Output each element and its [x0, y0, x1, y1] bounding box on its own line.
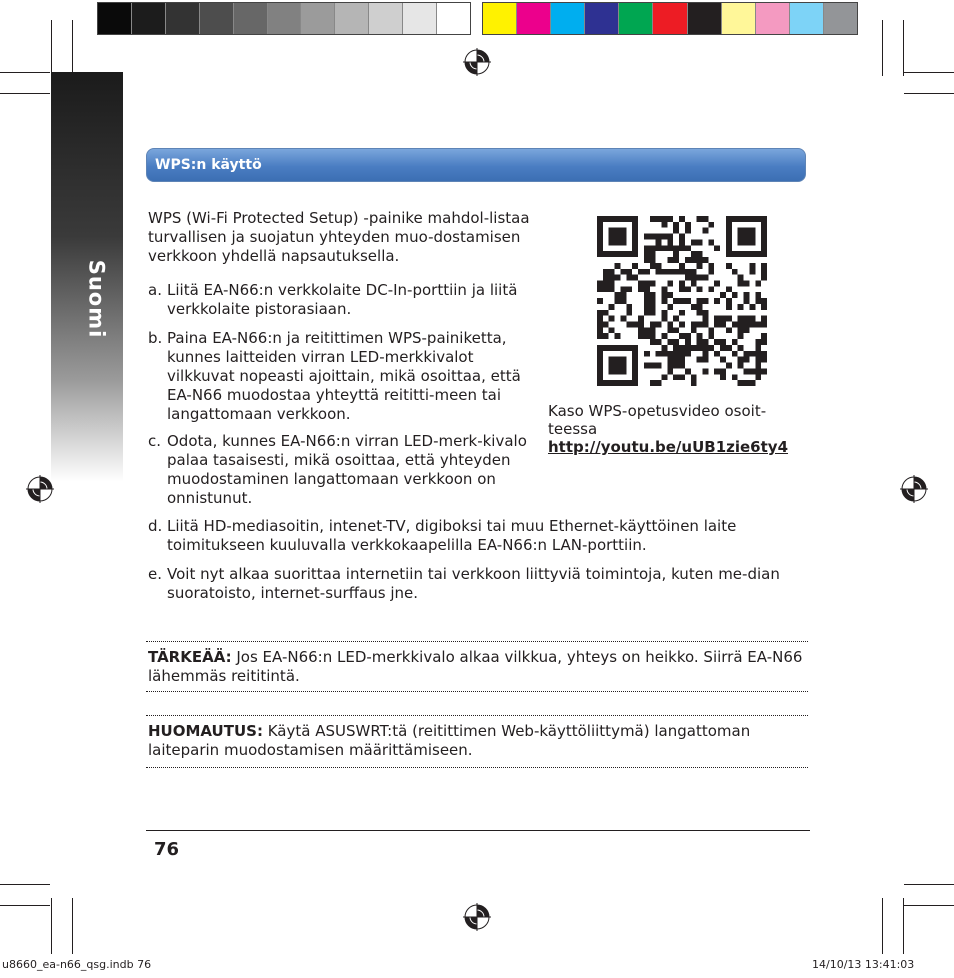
crop-mark [72, 20, 73, 76]
color-swatch [653, 3, 687, 34]
registration-mark-icon [900, 475, 928, 503]
print-slug-date: 14/10/13 13:41:03 [812, 958, 915, 971]
page-number: 76 [154, 839, 180, 860]
list-item-letter: d. [148, 517, 163, 535]
crop-mark [904, 93, 954, 94]
crop-mark [882, 20, 883, 76]
color-swatch [437, 3, 470, 34]
intro-paragraph: WPS (Wi-Fi Protected Setup) -painike mahdol-listaa turvallisen ja suojatun yhteyden muo-dostamisen verkkoon yhdellä napsautuksella. [148, 209, 530, 265]
color-swatch [234, 3, 268, 34]
print-slug-file: u8660_ea-n66_qsg.indb 76 [2, 958, 152, 971]
crop-mark [904, 884, 954, 885]
color-swatch [688, 3, 722, 34]
language-tab-label [76, 254, 116, 344]
qr-caption [548, 402, 808, 456]
color-calibration-bar [482, 2, 858, 35]
crop-mark [72, 898, 73, 954]
list-item [148, 517, 808, 555]
language-label-text: Suomi [84, 259, 108, 339]
footer-divider [146, 830, 810, 831]
color-swatch [132, 3, 166, 34]
list-item-text: Odota, kunnes EA-N66:n virran LED-merk-kivalo palaa tasaisesti, mikä osoittaa, että yhteyden muodostaminen langattomaan verkkoon on onnistunut. [167, 432, 527, 507]
color-swatch [403, 3, 437, 34]
crop-mark [904, 72, 954, 73]
color-swatch [98, 3, 132, 34]
important-note [146, 641, 808, 692]
list-item-text: Liitä HD-mediasoitin, intenet-TV, digiboksi tai muu Ethernet-käyttöinen laite toimitukseen kuuluvalla verkkokaapelilla EA-N66:n LAN-porttiin. [167, 517, 737, 554]
color-swatch [483, 3, 517, 34]
color-swatch [335, 3, 369, 34]
color-swatch [301, 3, 335, 34]
color-swatch [722, 3, 756, 34]
crop-mark [882, 898, 883, 954]
color-swatch [166, 3, 200, 34]
registration-mark-icon [463, 903, 491, 931]
color-swatch [551, 3, 585, 34]
color-swatch [585, 3, 619, 34]
color-swatch [268, 3, 302, 34]
remark-text: Käytä ASUSWRT:tä (reitittimen Web-käyttöliittymä) langattoman laiteparin muodostamisen määrittämiseen. [148, 722, 751, 759]
crop-mark [51, 898, 52, 954]
video-link[interactable]: http://youtu.be/uUB1zie6ty4 [548, 438, 789, 456]
section-header [146, 148, 806, 182]
crop-mark [0, 72, 50, 73]
list-item [148, 432, 543, 508]
crop-mark [904, 905, 954, 906]
crop-mark [0, 93, 50, 94]
list-item-text: Voit nyt alkaa suorittaa internetiin tai verkkoon liittyviä toimintoja, kuten me-dian suoratoisto, internet-surffaus jne. [167, 565, 780, 602]
registration-mark-icon [463, 48, 491, 76]
color-swatch [790, 3, 824, 34]
remark-label: HUOMAUTUS: [148, 722, 263, 740]
list-item-text: Paina EA-N66:n ja reitittimen WPS-painiketta, kunnes laitteiden virran LED-merkkivalot vilkkuvat nopeasti ajoittain, mikä osoittaa, että EA-N66 muodostaa yhteyttä reititti-meen tai langattomaan verkkoon. [167, 329, 521, 423]
crop-mark [0, 905, 50, 906]
grayscale-calibration-bar [97, 2, 471, 35]
list-item [148, 281, 543, 319]
important-text: Jos EA-N66:n LED-merkkivalo alkaa vilkkua, yhteys on heikko. Siirrä EA-N66 lähemmäs reititintä. [148, 648, 803, 685]
important-label: TÄRKEÄÄ: [148, 648, 232, 666]
list-item-letter: a. [148, 281, 162, 299]
crop-mark [0, 884, 50, 885]
list-item-letter: b. [148, 329, 163, 347]
color-swatch [756, 3, 790, 34]
list-item-text: Liitä EA-N66:n verkkolaite DC-In-porttiin ja liitä verkkolaite pistorasiaan. [167, 281, 518, 318]
crop-mark [51, 20, 52, 76]
color-swatch [200, 3, 234, 34]
list-item [148, 329, 543, 424]
list-item-letter: c. [148, 432, 162, 450]
qr-caption-text: Kaso WPS-opetusvideo osoit-teessa [548, 402, 767, 438]
registration-mark-icon [26, 475, 54, 503]
crop-mark [903, 898, 904, 954]
color-swatch [824, 3, 857, 34]
list-item [148, 565, 808, 603]
remark-note [146, 715, 808, 768]
list-item-letter: e. [148, 565, 162, 583]
color-swatch [619, 3, 653, 34]
color-swatch [517, 3, 551, 34]
color-swatch [369, 3, 403, 34]
qr-code-icon[interactable] [597, 216, 767, 386]
section-title: WPS:n käyttö [155, 157, 262, 173]
crop-mark [903, 20, 904, 76]
